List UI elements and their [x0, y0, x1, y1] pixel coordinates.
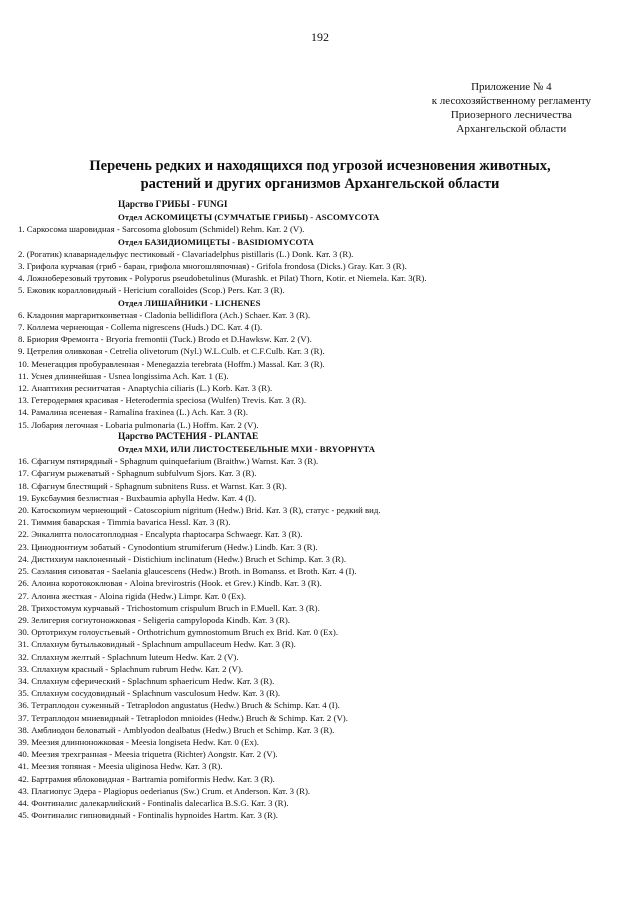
division-heading: Отдел МХИ, ИЛИ ЛИСТОСТЕБЕЛЬНЫЕ МХИ - BRYOPHYTA [118, 444, 375, 455]
document-title [40, 157, 600, 193]
species-entry: 41. Меезия топяная - Meesia uliginosa Hedw. Кат. 3 (R). [18, 761, 223, 772]
species-entry: 37. Тетраплодон мниевидный - Tetraplodon mnioides (Hedw.) Bruch & Schimp. Кат. 2 (V). [18, 712, 348, 723]
species-entry: 16. Сфагнум пятирядный - Sphagnum quinquefarium (Braithw.) Warnst. Кат. 3 (R). [18, 456, 319, 467]
species-entry: 36. Тетраплодон суженный - Tetraplodon angustatus (Hedw.) Bruch & Schimp. Кат. 4 (I). [18, 700, 340, 711]
species-entry: 24. Дистихиум наклоненный - Distichium inclinatum (Hedw.) Bruch et Schimp. Кат. 3 (R). [18, 553, 347, 564]
species-entry: 42. Бартрамия яблоковидная - Bartramia pomiformis Hedw. Кат. 3 (R). [18, 773, 275, 784]
species-entry: 43. Плагиопус Эдера - Plagiopus oederianus (Sw.) Crum. et Anderson. Кат. 3 (R). [18, 785, 311, 796]
species-entry: 27. Алоина жесткая - Aloina rigida (Hedw.) Limpr. Кат. 0 (Ex). [18, 590, 247, 601]
appendix-line: Архангельской области [456, 123, 567, 135]
title-line: Перечень редких и находящихся под угрозой исчезновения животных, [89, 158, 551, 174]
species-entry: 9. Цетрелия оливковая - Cetrelia olivetorum (Nyl.) W.L.Culb. et C.F.Culb. Кат. 3 (R). [18, 346, 325, 357]
appendix-note [432, 80, 591, 136]
species-entry: 39. Меезия длинноножковая - Meesia longiseta Hedw. Кат. 0 (Ex). [18, 736, 259, 747]
appendix-line: к лесохозяйственному регламенту [431, 95, 591, 107]
species-entry: 25. Саэлания сизоватая - Saelania glaucescens (Hedw.) Broth. in Bomanss. et Broth. Кат. 4 (I). [18, 566, 357, 577]
species-entry: 23. Циноднонтиум зобатый - Cynodontium strumiferum (Hedw.) Lindb. Кат. 3 (R). [18, 541, 318, 552]
species-entry: 22. Энкалипта полосатоплодная - Encalypta rhaptocarpa Schwaegr. Кат. 3 (R). [18, 529, 303, 540]
species-list [18, 199, 630, 821]
species-entry: 17. Сфагнум рыжеватый - Sphagnum subfulvum Sjors. Кат. 3 (R). [18, 468, 257, 479]
species-entry: 34. Сплахнум сферический - Splachnum sphaericum Hedw. Кат. 3 (R). [18, 675, 275, 686]
division-heading: Отдел БАЗИДИОМИЦЕТЫ - BASIDIOMYCOTA [118, 236, 314, 247]
species-entry: 7. Коллема чернеющая - Collema nigrescens (Huds.) DC. Кат. 4 (I). [18, 322, 263, 333]
species-entry: 11. Уснея длиннейшая - Usnea longissima Ach. Кат. 1 (E). [18, 370, 229, 381]
species-entry: 14. Рамалина ясеневая - Ramalina fraxinea (L.) Ach. Кат. 3 (R). [18, 407, 248, 418]
species-entry: 1. Саркосома шаровидная - Sarcosoma globosum (Schmidel) Rehm. Кат. 2 (V). [18, 224, 305, 235]
appendix-line: Приложение № 4 [471, 81, 552, 93]
kingdom-heading: Царство ГРИБЫ - FUNGI [118, 200, 228, 210]
species-entry: 33. Сплахнум красный - Splachnum rubrum Hedw. Кат. 2 (V). [18, 663, 244, 674]
species-entry: 18. Сфагнум блестящий - Sphagnum subnitens Russ. et Warnst. Кат. 3 (R). [18, 480, 287, 491]
title-line: растений и других организмов Архангельской области [140, 176, 500, 192]
species-entry: 20. Катоскопиум чернеющий - Catoscopium nigritum (Hedw.) Brid. Кат. 3 (R), статус - редкий вид. [18, 505, 381, 516]
species-entry: 15. Лобария легочная - Lobaria pulmonaria (L.) Hoffm. Кат. 2 (V). [18, 419, 259, 430]
species-entry: 30. Ортотрихум голоустьевый - Orthotrichum gymnostomum Bruch ex Brid. Кат. 0 (Ex). [18, 627, 339, 638]
species-entry: 10. Менегацция пробуравленная - Menegazzia terebrata (Hoffm.) Massal. Кат. 3 (R). [18, 358, 325, 369]
species-entry: 38. Амблиодон беловатый - Amblyodon dealbatus (Hedw.) Bruch et Schimp. Кат. 3 (R). [18, 724, 335, 735]
appendix-line: Приозерного лесничества [450, 109, 572, 121]
species-entry: 13. Гетеродермия красивая - Heterodermia speciosa (Wulfen) Trevis. Кат. 3 (R). [18, 395, 307, 406]
species-entry: 35. Сплахнум сосудовидный - Splachnum vasculosum Hedw. Кат. 3 (R). [18, 688, 281, 699]
species-entry: 8. Бриория Фремонта - Bryoria fremontii (Tuck.) Brodo et D.Hawksw. Кат. 2 (V). [18, 334, 312, 345]
species-entry: 4. Ложноберезовый трутовик - Polyporus pseudobetulinus (Murashk. et Pilat) Thorn, Kotir. et Niemela. Кат. 3(R). [18, 273, 427, 284]
species-entry: 6. Кладония маргаритконветная - Cladonia bellidiflora (Ach.) Schaer. Кат. 3 (R). [18, 309, 311, 320]
species-entry: 29. Зелигерия согнутоножковая - Seligeria campylopoda Kindb. Кат. 3 (R). [18, 614, 290, 625]
species-entry: 44. Фонтиналис далекарлийский - Fontinalis dalecarlica B.S.G. Кат. 3 (R). [18, 797, 289, 808]
species-entry: 5. Ежовик коралловидный - Hericium coralloides (Scop.) Pers. Кат. 3 (R). [18, 285, 285, 296]
species-entry: 2. (Рогатик) клаварнадельфус пестиковый - Clavariadelphus pistillaris (L.) Donk. Кат. 3 (R). [18, 248, 354, 259]
division-heading: Отдел ЛИШАЙНИКИ - LICHENES [118, 297, 261, 308]
species-entry: 12. Анаптихия реснитчатая - Anaptychia ciliaris (L.) Korb. Кат. 3 (R). [18, 383, 273, 394]
species-entry: 45. Фонтиналис гипновидный - Fontinalis hypnoides Hartm. Кат. 3 (R). [18, 810, 278, 821]
species-entry: 32. Сплахнум желтый - Splachnum luteum Hedw. Кат. 2 (V). [18, 651, 239, 662]
page-number: 192 [311, 30, 329, 44]
species-entry: 3. Грифола курчавая (гриб - баран, грифола многошляпочная) - Grifola frondosa (Dicks.) Gray. Кат. 3 (R). [18, 261, 407, 272]
species-entry: 19. Буксбаумия безлистная - Buxbaumia aphylla Hedw. Кат. 4 (I). [18, 492, 257, 503]
species-entry: 40. Меезия трехгранная - Meesia triquetra (Richter) Aongstr. Кат. 2 (V). [18, 749, 278, 760]
species-entry: 21. Тиммия баварская - Timmia bavarica Hessl. Кат. 3 (R). [18, 517, 231, 528]
species-entry: 26. Алоина коротококлювая - Aloina brevirostris (Hook. et Grev.) Kindb. Кат. 3 (R). [18, 578, 322, 589]
species-entry: 28. Трихостомум курчавый - Trichostomum crispulum Bruch in F.Muell. Кат. 3 (R). [18, 602, 320, 613]
species-entry: 31. Сплахнум бутыльковидный - Splachnum ampullaceum Hedw. Кат. 3 (R). [18, 639, 296, 650]
division-heading: Отдел АСКОМИЦЕТЫ (СУМЧАТЫЕ ГРИБЫ) - ASCOMYCOTA [118, 212, 380, 223]
kingdom-heading: Царство РАСТЕНИЯ - PLANTAE [118, 431, 259, 442]
